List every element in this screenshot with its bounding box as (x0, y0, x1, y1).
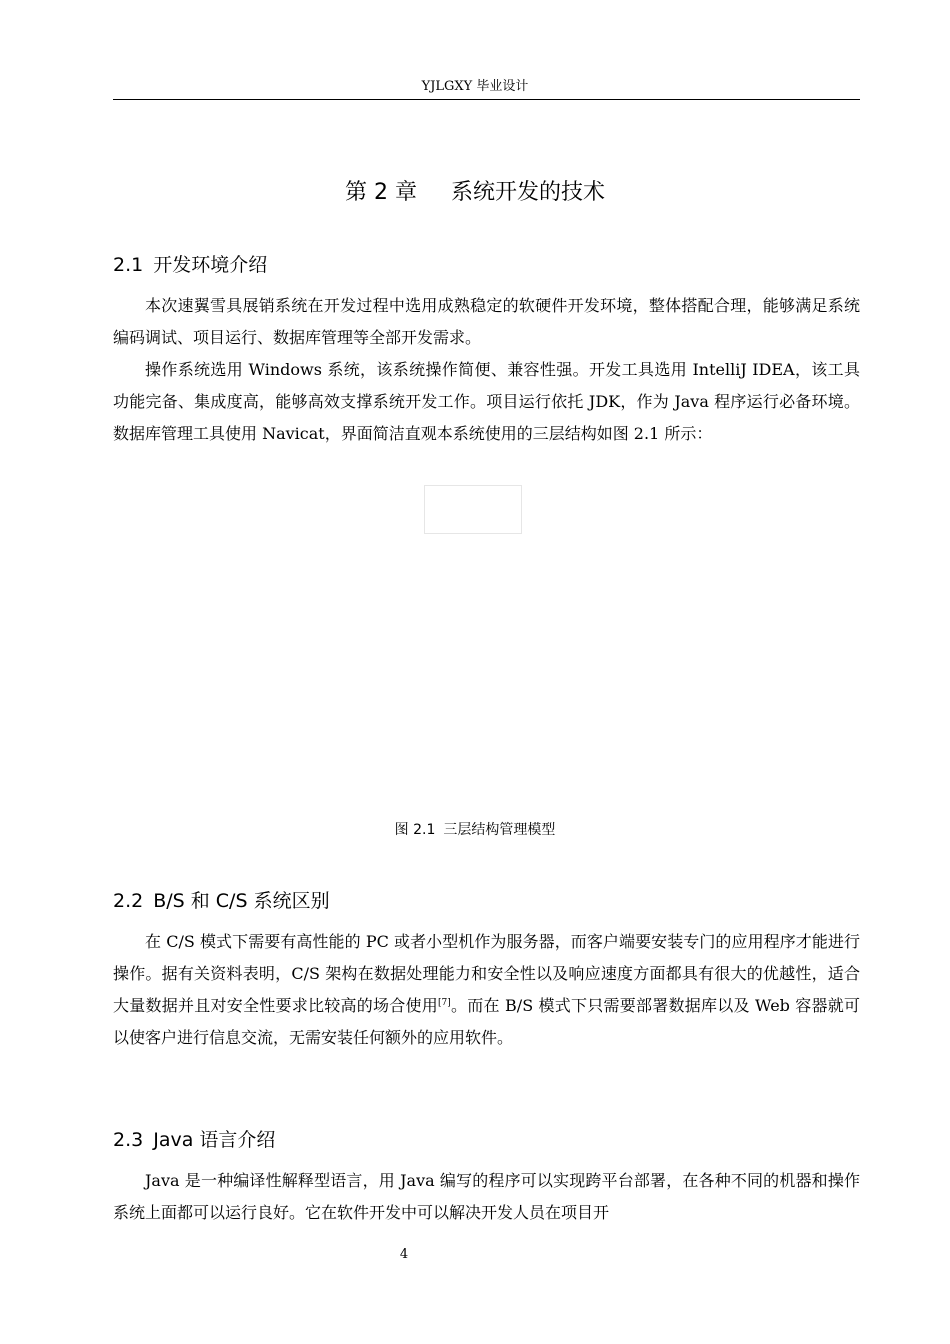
chapter-title-text: 系统开发的技术 (450, 180, 605, 205)
section-heading-2-3 (113, 1127, 860, 1153)
section-heading-2-2 (113, 888, 860, 914)
paragraph-bs-cs (113, 926, 860, 1054)
chapter-title (0, 178, 950, 208)
paragraph-dev-tools: 操作系统选用 Windows 系统，该系统操作简便、兼容性强。开发工具选用 IntelliJ IDEA，该工具功能完备、集成度高，能够高效支撑系统开发工作。项目运行依托 JDK，作为 Java 程序运行必备环境。数据库管理工具使用 Navicat，界面简洁直观本系统使用的三层结构如图 2.1 所示： (113, 360, 860, 443)
section-number: 2.3 (113, 1129, 144, 1151)
figure-caption (0, 820, 950, 840)
section-number: 2.1 (113, 254, 144, 276)
chapter-number: 第 2 章 (345, 180, 417, 205)
paragraph-dev-environment: 本次速翼雪具展销系统在开发过程中选用成熟稳定的软硬件开发环境，整体搭配合理，能够满足系统编码调试、项目运行、数据库管理等全部开发需求。 (113, 296, 860, 347)
header-rule (113, 99, 860, 100)
section-title: B/S 和 C/S 系统区别 (153, 890, 330, 912)
page-number: 4 (399, 1247, 409, 1262)
figure-image-placeholder (424, 485, 522, 534)
section-heading-2-1 (113, 252, 860, 278)
figure-number: 图 2.1 (394, 822, 436, 838)
paragraph-text: 在 C/S 模式下需要有高性能的 PC 或者小型机作为服务器，而客户端要安装专门的应用程序才能进行操作。据有关资料表明，C/S 架构在数据处理能力和安全性以及响应速度方面都具有很大的优越性，适合大量数据并且对安全性要求比较高的场合使用 (113, 932, 860, 1015)
section-title: Java 语言介绍 (153, 1129, 276, 1151)
paragraph-java-intro: Java 是一种编译性解释型语言，用 Java 编写的程序可以实现跨平台部署，在各种不同的机器和操作系统上面都可以运行良好。它在软件开发中可以解决开发人员在项目开 (113, 1171, 860, 1222)
citation-reference: [7] (437, 998, 451, 1008)
section-title: 开发环境介绍 (153, 254, 268, 276)
section-number: 2.2 (113, 890, 144, 912)
paragraph-text: 。而在 B/S 模式下只需要部署数据库以及 Web 容器就可以使客户进行信息交流，无需安装任何额外的应用软件。 (113, 996, 860, 1047)
page-header: YJLGXY 毕业设计 (421, 79, 529, 94)
figure-caption-text: 三层结构管理模型 (443, 822, 556, 838)
